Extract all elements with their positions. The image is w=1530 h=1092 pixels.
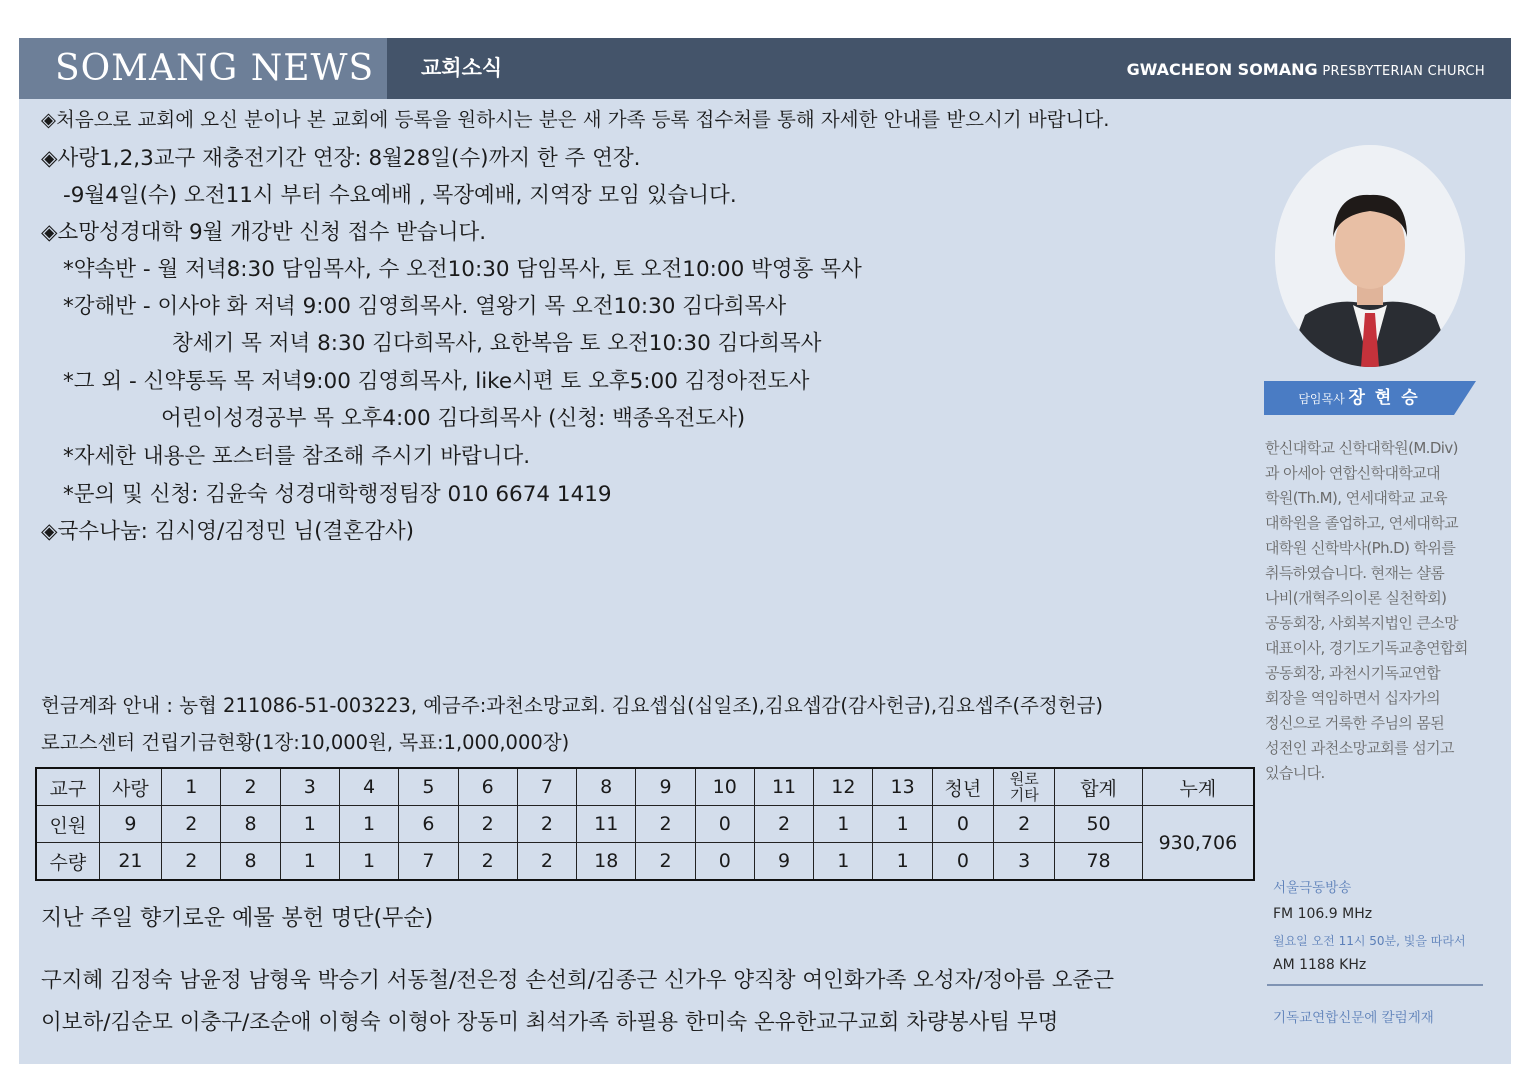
table-cell: 1 — [873, 843, 932, 881]
table-header-cell: 10 — [695, 768, 754, 806]
table-cell: 11 — [577, 806, 636, 843]
table-cell: 0 — [695, 843, 754, 881]
cumulative-total: 930,706 — [1142, 806, 1254, 881]
table-cell: 2 — [636, 806, 695, 843]
table-cell: 6 — [399, 806, 458, 843]
divider — [1267, 984, 1483, 986]
table-cell: 2 — [754, 806, 813, 843]
page-header — [19, 38, 1511, 99]
table-header-cell: 청년 — [932, 768, 993, 806]
bio-line: 있습니다. — [1265, 764, 1325, 782]
table-cell: 수량 — [36, 843, 99, 881]
table-header-cell: 3 — [280, 768, 339, 806]
table-cell: 1 — [280, 806, 339, 843]
table-cell: 1 — [873, 806, 932, 843]
brand-logo: SOMANG NEWS — [19, 38, 387, 99]
table-cell: 2 — [517, 843, 576, 881]
news-item: *자세한 내용은 포스터를 참조해 주시기 바랍니다. — [63, 444, 531, 469]
pastor-photo — [1275, 145, 1465, 367]
news-item: *그 외 - 신약통독 목 저녁9:00 김영희목사, like시편 토 오후5:00 김정아전도사 — [63, 369, 810, 394]
table-cell: 1 — [280, 843, 339, 881]
table-cell: 1 — [814, 806, 873, 843]
table-row-members — [36, 806, 1254, 843]
offering-names-line: 이보하/김순모 이충구/조순애 이형숙 이형아 장동미 최석가족 하필용 한미숙 온유한교구교회 차량봉사팀 무명 — [41, 1010, 1059, 1035]
table-cell: 2 — [636, 843, 695, 881]
news-item: *약속반 - 월 저녁8:30 담임목사, 수 오전10:30 담임목사, 토 오전10:00 박영홍 목사 — [63, 257, 862, 282]
table-header-cell: 원로 기타 — [994, 768, 1055, 806]
bio-line: 정신으로 거룩한 주님의 몸된 — [1265, 714, 1445, 732]
bio-line: 한신대학교 신학대학원(M.Div) — [1265, 439, 1458, 457]
bio-line: 공동회장, 과천시기독교연합 — [1265, 664, 1441, 682]
table-cell: 1 — [814, 843, 873, 881]
offering-account: 헌금계좌 안내 : 농협 211086-51-003223, 예금주:과천소망교회. 김요셉십(십일조),김요셉감(감사헌금),김요셉주(주정헌금) — [41, 694, 1104, 717]
bio-line: 성전인 과천소망교회를 섬기고 — [1265, 739, 1454, 757]
bio-line: 회장을 역임하면서 십자가의 — [1265, 689, 1441, 707]
news-item: -9월4일(수) 오전11시 부터 수요예배 , 목장예배, 지역장 모임 있습니다. — [63, 183, 737, 208]
news-item: *문의 및 신청: 김윤숙 성경대학행정팀장 010 6674 1419 — [63, 482, 612, 507]
table-row-quantity — [36, 843, 1254, 881]
bio-line: 대학원 신학박사(Ph.D) 학위를 — [1265, 539, 1456, 557]
table-header-cell: 7 — [517, 768, 576, 806]
table-cell: 2 — [162, 843, 221, 881]
church-name — [1127, 38, 1485, 104]
radio-schedule: 월요일 오전 11시 50분, 빛을 따라서 — [1273, 934, 1466, 948]
table-cell: 2 — [458, 806, 517, 843]
radio-station: 서울극동방송 — [1273, 880, 1352, 896]
table-header-cell: 합계 — [1055, 768, 1142, 806]
building-fund-title: 로고스센터 건립기금현황(1장:10,000원, 목표:1,000,000장) — [41, 731, 570, 754]
table-cell: 9 — [754, 843, 813, 881]
pastor-portrait-image — [1275, 145, 1465, 367]
table-cell: 8 — [221, 806, 280, 843]
table-cell: 9 — [99, 806, 161, 843]
pastor-name-banner — [1264, 381, 1476, 415]
table-cell: 1 — [339, 806, 398, 843]
bio-line: 대표이사, 경기도기독교총연합회 — [1265, 639, 1468, 657]
table-header-cell: 5 — [399, 768, 458, 806]
table-header-cell: 교구 — [36, 768, 99, 806]
table-header-cell: 사랑 — [99, 768, 161, 806]
church-name-bold: GWACHEON SOMANG — [1126, 60, 1318, 79]
table-cell: 2 — [994, 806, 1055, 843]
newsletter-page — [19, 38, 1511, 1064]
pastor-bio — [1265, 436, 1490, 786]
table-cell: 78 — [1055, 843, 1142, 881]
table-header-cell: 누계 — [1142, 768, 1254, 806]
section-title: 교회소식 — [421, 56, 503, 80]
news-item: 창세기 목 저녁 8:30 김다희목사, 요한복음 토 오전10:30 김다희목사 — [172, 331, 822, 356]
table-header-row — [36, 768, 1254, 806]
bio-line: 공동회장, 사회복지법인 큰소망 — [1265, 614, 1459, 632]
offering-list-title: 지난 주일 향기로운 예물 봉헌 명단(무순) — [41, 906, 434, 931]
pastor-sidebar — [1257, 98, 1511, 1064]
news-item: 어린이성경공부 목 오후4:00 김다희목사 (신청: 백종옥전도사) — [161, 406, 746, 431]
bio-line: 학원(Th.M), 연세대학교 교육 — [1265, 489, 1447, 507]
news-item: ◈사랑1,2,3교구 재충전기간 연장: 8월28일(수)까지 한 주 연장. — [41, 146, 641, 171]
table-header-cell: 12 — [814, 768, 873, 806]
table-cell: 0 — [695, 806, 754, 843]
radio-fm: FM 106.9 MHz — [1273, 906, 1373, 922]
table-header-cell: 13 — [873, 768, 932, 806]
table-cell: 0 — [932, 806, 993, 843]
table-cell: 인원 — [36, 806, 99, 843]
building-fund-table — [35, 767, 1255, 881]
table-header-cell: 4 — [339, 768, 398, 806]
news-item: ◈소망성경대학 9월 개강반 신청 접수 받습니다. — [41, 220, 487, 245]
table-cell: 0 — [932, 843, 993, 881]
table-cell: 3 — [994, 843, 1055, 881]
bio-line: 대학원을 졸업하고, 연세대학교 — [1265, 514, 1459, 532]
table-header-cell: 2 — [221, 768, 280, 806]
table-cell: 18 — [577, 843, 636, 881]
table-header-cell: 11 — [754, 768, 813, 806]
news-item: ◈국수나눔: 김시영/김정민 님(결혼감사) — [41, 519, 415, 544]
table-cell: 8 — [221, 843, 280, 881]
table-cell: 21 — [99, 843, 161, 881]
news-item: *강해반 - 이사야 화 저녁 9:00 김영희목사. 열왕기 목 오전10:30 김다희목사 — [63, 294, 787, 319]
pastor-name: 장 현 승 — [1348, 388, 1420, 408]
radio-am: AM 1188 KHz — [1273, 957, 1367, 973]
table-cell: 2 — [162, 806, 221, 843]
table-header-cell: 1 — [162, 768, 221, 806]
bio-line: 나비(개혁주의이론 실천학회) — [1265, 589, 1447, 607]
table-header-cell: 8 — [577, 768, 636, 806]
pastor-title: 담임목사 — [1298, 392, 1345, 406]
table-cell: 1 — [339, 843, 398, 881]
table-cell: 2 — [517, 806, 576, 843]
offering-names-line: 구지혜 김정숙 남윤정 남형욱 박승기 서동철/전은정 손선희/김종근 신가우 양직창 여인화가족 오성자/정아름 오준근 — [41, 968, 1115, 993]
church-name-thin: PRESBYTERIAN CHURCH — [1322, 64, 1485, 79]
table-cell: 50 — [1055, 806, 1142, 843]
pastor-label — [1264, 381, 1454, 416]
table-header-cell: 6 — [458, 768, 517, 806]
column-notice: 기독교연합신문에 칼럼게재 — [1273, 1010, 1434, 1026]
bio-line: 취득하였습니다. 현재는 샬롬 — [1265, 564, 1445, 582]
bio-line: 과 아세아 연합신학대학교대 — [1265, 464, 1441, 482]
table-cell: 7 — [399, 843, 458, 881]
table-cell: 2 — [458, 843, 517, 881]
news-item: ◈처음으로 교회에 오신 분이나 본 교회에 등록을 원하시는 분은 새 가족 등록 접수처를 통해 자세한 안내를 받으시기 바랍니다. — [41, 108, 1110, 131]
table-header-cell: 9 — [636, 768, 695, 806]
